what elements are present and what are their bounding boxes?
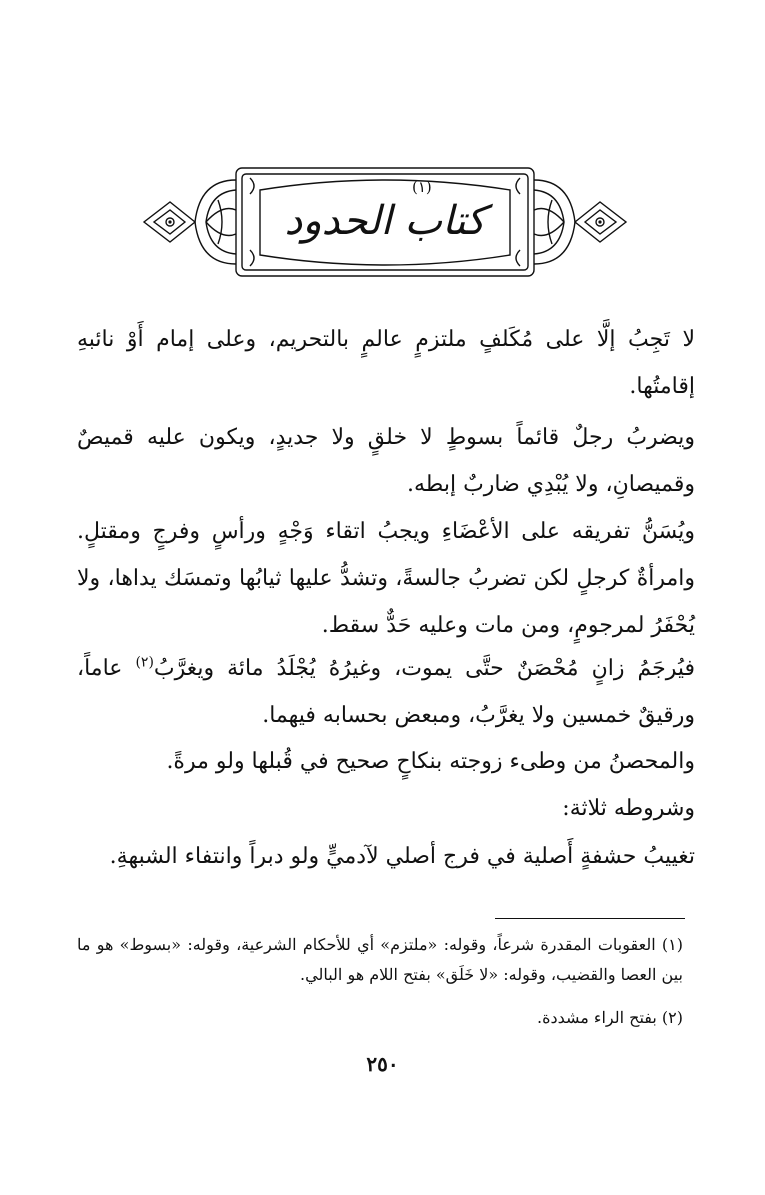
footnote-divider: [495, 918, 685, 919]
chapter-footnote-marker: (١): [412, 178, 432, 196]
paragraph-3: ويُسَنُّ تفريقه على الأعْضَاءِ ويجبُ اتقاء وَجْهٍ ورأسٍ وفرجٍ ومقتلٍ. وامرأةٌ كرجلٍ لكن تضربُ جالسةً، وتشدُّ عليها ثيابُها وتمسَك يداها، ولا يُحْفَرُ لمرجومٍ، ومن مات وعليه حَدٌّ سقط.: [77, 519, 695, 638]
paragraph-5: والمحصنُ من وطىء زوجته بنكاحٍ صحيح في قُبلها ولو مرةً.: [166, 749, 695, 774]
paragraph-1: لا تَجِبُ إلَّا على مُكَلفٍ ملتزمٍ عالمٍ بالتحريم، وعلى إمام أَوْ نائبهِ إقامتُها.: [77, 327, 695, 399]
chapter-title: كتاب الحدود: [284, 198, 486, 244]
paragraph-4: [77, 645, 695, 739]
paragraph-4-main: فيُرجَمُ زانٍ مُحْصَنٌ حتَّى يموت، وغيرُهُ يُجْلَدُ مائة ويغرَّبُ: [153, 656, 695, 681]
footnote-2: (٢) بفتح الراء مشددة.: [537, 1008, 683, 1027]
chapter-header-ornament: [140, 160, 630, 285]
paragraph-2: ويضربُ رجلٌ قائماً بسوطٍ لا خلقٍ ولا جديدٍ، ويكون عليه قميصٌ وقميصانِ، ولا يُبْدِي ضاربٌ إبطه.: [77, 425, 695, 497]
page-number: ٢٥٠: [366, 1052, 399, 1076]
footnote-2-marker: (٢): [135, 654, 154, 671]
footnote-1: (١) العقوبات المقدرة شرعاً، وقوله: «ملتزم» أي للأحكام الشرعية، وقوله: «بسوط» هو ما بين العصا والقضيب، وقوله: «لا خَلَق» بفتح اللام هو البالي.: [77, 935, 683, 984]
paragraph-7: تغييبُ حشفةٍ أَصلية في فرج أصلي لآدميٍّ ولو دبراً وانتفاء الشبهةِ.: [109, 844, 695, 869]
paragraph-4-rest: عاماً، ورقيقٌ خمسين ولا يغرَّبُ، ومبعض بحسابه فيهما.: [77, 656, 695, 728]
paragraph-6: وشروطه ثلاثة:: [562, 796, 695, 821]
